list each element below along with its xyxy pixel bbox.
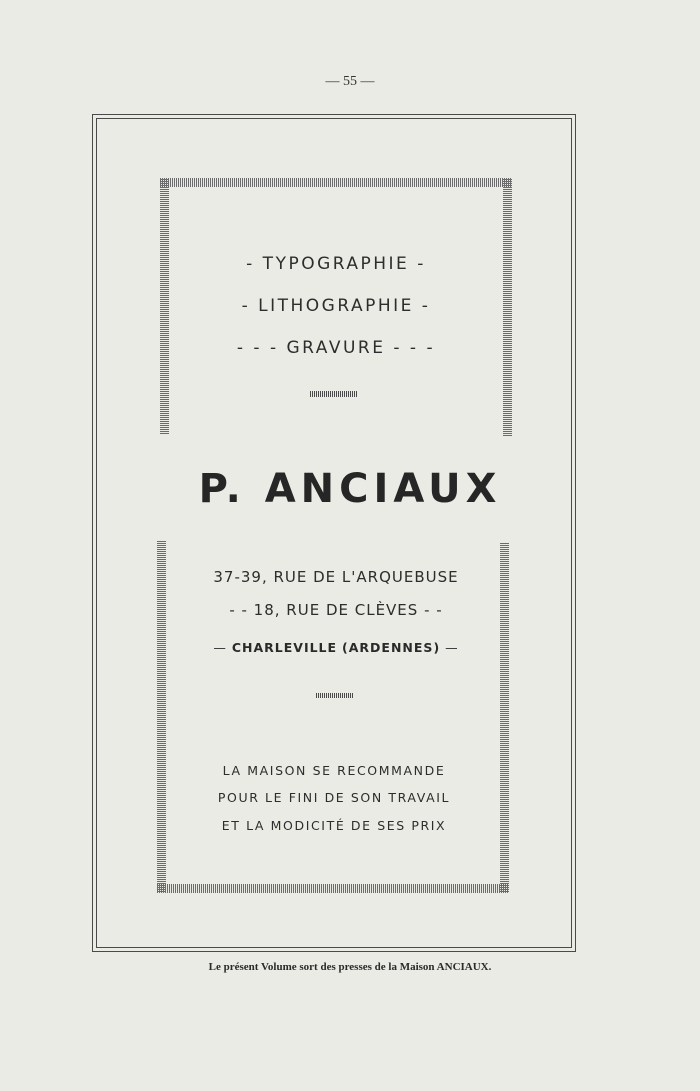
city-name: CHARLEVILLE — [231, 640, 338, 655]
address-line-2: - - 18, RUE DE CLÈVES - - — [229, 601, 443, 619]
footer-note: Le présent Volume sort des presses de la Maison ANCIAUX. — [208, 961, 492, 973]
city-dash-right: — — [445, 640, 459, 655]
trade-typographie: - TYPOGRAPHIE - — [246, 254, 426, 274]
slogan-line-3: ET LA MODICITÉ DE SES PRIX — [221, 818, 447, 833]
ornament-lower — [316, 693, 354, 698]
slogan-line-2: POUR LE FINI DE SON TRAVAIL — [217, 790, 451, 805]
lower-bracket-right — [500, 542, 509, 892]
trade-gravure: - - - GRAVURE - - - — [236, 338, 436, 358]
city-region: (ARDENNES) — [342, 640, 441, 655]
lower-bracket-left — [157, 540, 166, 892]
city-dash-left: — — [213, 640, 227, 655]
company-name: P. ANCIAUX — [198, 466, 502, 512]
address-line-1: 37-39, RUE DE L'ARQUEBUSE — [213, 568, 459, 586]
lower-bracket-bottom — [157, 884, 509, 893]
upper-bracket-top — [160, 178, 512, 187]
page-number: — 55 — — [325, 74, 375, 89]
city-line — [0, 640, 686, 655]
slogan-line-1: LA MAISON SE RECOMMANDE — [222, 763, 446, 778]
trade-lithographie: - LITHOGRAPHIE - — [241, 296, 431, 316]
ornament-upper — [310, 391, 358, 397]
